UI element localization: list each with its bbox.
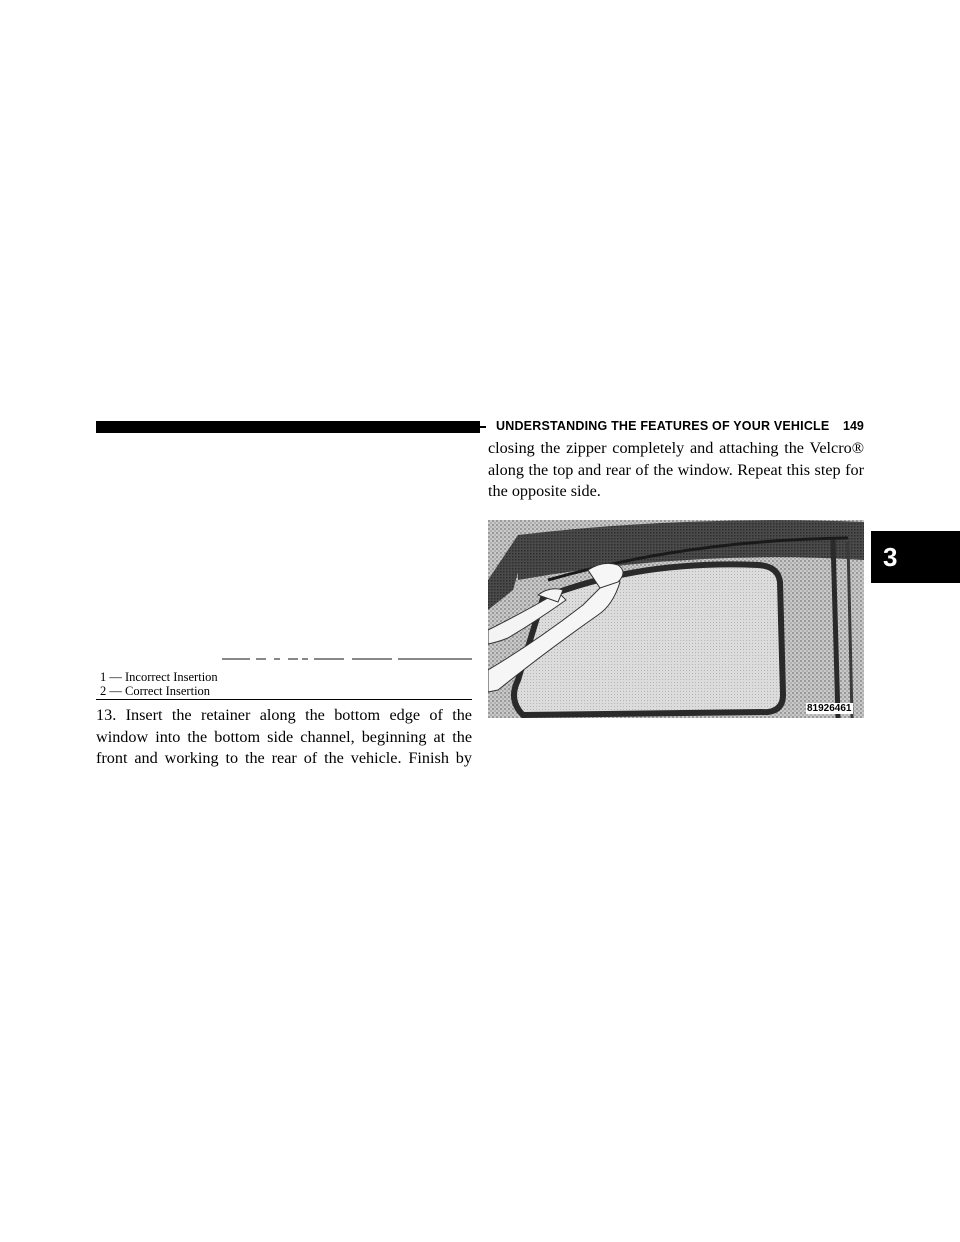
body-right-line-2: along the top and rear of the window. Repeat this step for bbox=[488, 460, 864, 479]
body-text-right bbox=[488, 438, 864, 503]
body-right-line-1: closing the zipper completely and attaching the Velcro® bbox=[488, 439, 864, 457]
page-number: 149 bbox=[843, 419, 864, 433]
figure-id-label: 81926461 bbox=[807, 703, 852, 714]
body-text-left bbox=[96, 705, 472, 770]
window-installation-photo bbox=[488, 520, 864, 718]
section-title: UNDERSTANDING THE FEATURES OF YOUR VEHICLE bbox=[496, 419, 830, 433]
body-left-line-2: window into the bottom side channel, beginning at the bbox=[96, 727, 472, 746]
chapter-tab-label: 3 bbox=[883, 541, 898, 572]
figure-caption-2: 2 — Correct Insertion bbox=[100, 684, 211, 698]
figure-caption-1: 1 — Incorrect Insertion bbox=[100, 670, 218, 684]
chapter-tab bbox=[871, 531, 960, 583]
body-left-line-1: 13. Insert the retainer along the bottom edge of the bbox=[96, 706, 472, 724]
body-right-line-3: the opposite side. bbox=[488, 482, 601, 501]
caption-divider bbox=[96, 699, 472, 700]
figure-left-bottom-edge bbox=[222, 658, 472, 660]
header-rule-connector bbox=[480, 426, 486, 428]
header-rule bbox=[96, 421, 480, 433]
body-left-line-3: front and working to the rear of the vehicle. Finish by bbox=[96, 749, 472, 768]
